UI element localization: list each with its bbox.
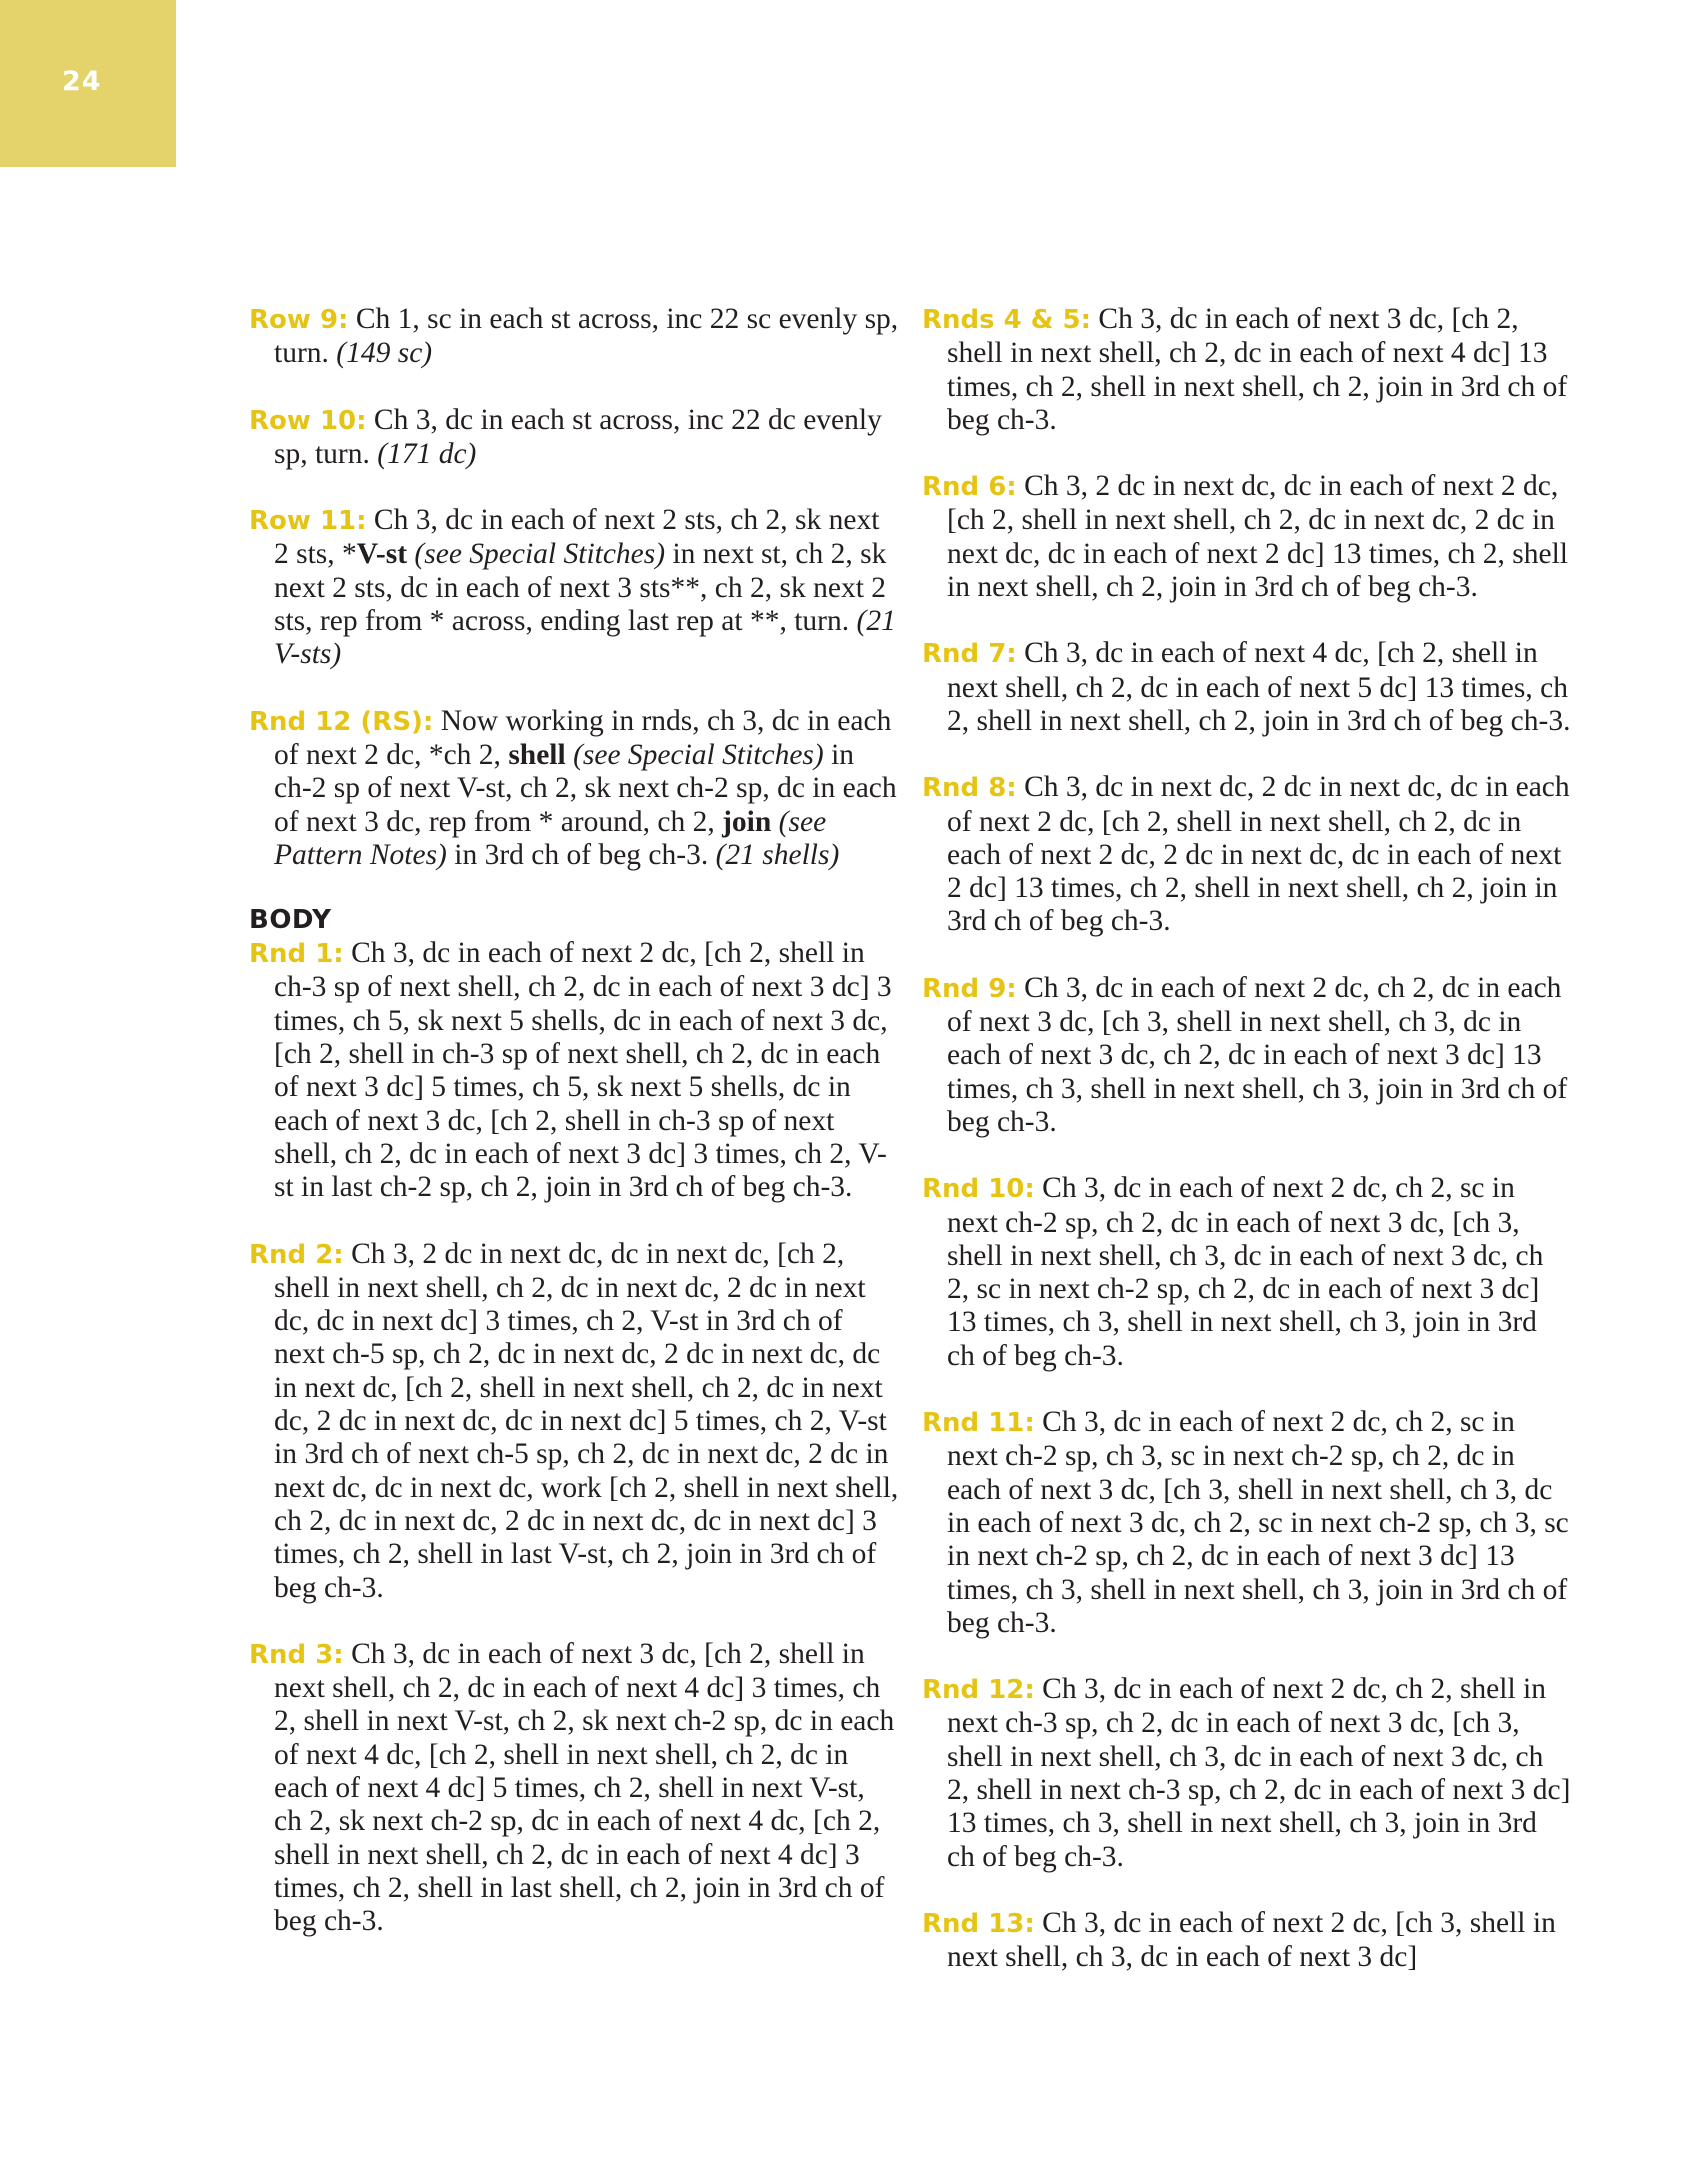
stitch-count: (21 shells) — [715, 838, 840, 871]
row-label: Rnd 9: — [922, 973, 1017, 1004]
cross-reference: (see Special Stitches) — [414, 538, 666, 571]
instruction-row-9 — [249, 303, 899, 371]
left-column — [249, 303, 899, 1971]
instruction-text: Ch 3, dc in each of next 2 dc, [ch 3, shell in next shell, ch 3, dc in each of next 3 dc] — [947, 1906, 1556, 1974]
instruction-rnd-9 — [922, 972, 1572, 1139]
instruction-text: Ch 3, dc in next dc, 2 dc in next dc, dc in each of next 2 dc, [ch 2, shell in next shell, ch 2, dc in each of next 2 dc, 2 dc in next dc, dc in each of next 2 dc] 13 times, ch 2, shell in next shell, ch 2, join in 3rd ch of beg ch-3. — [947, 771, 1570, 938]
row-label: Row 10: — [249, 405, 367, 436]
instruction-rnd-12 — [922, 1673, 1572, 1874]
row-label: Rnd 3: — [249, 1639, 344, 1670]
instruction-rnd-2 — [249, 1238, 899, 1605]
instruction-text: Ch 3, dc in each of next 2 dc, ch 2, dc in each of next 3 dc, [ch 3, shell in next shell, ch 3, dc in each of next 3 dc, ch 2, dc in each of next 3 dc] 13 times, ch 3, shell in next shell, ch 3, join in 3rd ch of beg ch-3. — [947, 971, 1568, 1138]
instruction-rnd-12-rs — [249, 705, 899, 872]
instruction-text: in ch-2 sp of next V-st, ch 2, sk next ch-2 sp, dc in each of next 3 dc, rep from * around, ch 2, — [274, 738, 897, 838]
instruction-text: Ch 3, dc in each of next 2 dc, ch 2, sc in next ch-2 sp, ch 2, dc in each of next 3 dc, [ch 3, shell in next shell, ch 3, dc in each of next 3 dc, ch 2, sc in next ch-2 sp, ch 2, dc in each of next 3 dc] 13 times, ch 3, shell in next shell, ch 3, join in 3rd ch of beg ch-3. — [947, 1172, 1544, 1372]
stitch-term: shell — [508, 738, 566, 771]
row-label: Rnd 1: — [249, 939, 344, 970]
instruction-text: Ch 1, sc in each st across, inc 22 sc evenly sp, turn. — [274, 303, 899, 370]
right-column — [922, 303, 1572, 2007]
stitch-term: V-st — [356, 538, 408, 571]
row-label: Rnd 7: — [922, 639, 1017, 670]
instruction-text — [566, 739, 573, 771]
row-label: Rnds 4 & 5: — [922, 305, 1092, 335]
page-number-tab — [0, 0, 176, 167]
row-label: Rnd 11: — [922, 1408, 1035, 1439]
cross-reference: (see Pattern Notes) — [274, 805, 827, 871]
row-label: Rnd 6: — [922, 472, 1017, 503]
instruction-rnd-1 — [249, 937, 899, 1204]
instruction-text: Ch 3, dc in each of next 2 sts, ch 2, sk next 2 sts, * — [274, 504, 880, 571]
row-label: Row 9: — [249, 305, 349, 335]
instruction-row-11 — [249, 504, 899, 671]
instruction-rnds-4-5 — [922, 303, 1572, 437]
instruction-rnd-13 — [922, 1907, 1572, 1975]
instruction-text: Ch 3, dc in each st across, inc 22 dc evenly sp, turn. — [274, 403, 882, 470]
instruction-text: Ch 3, dc in each of next 2 dc, ch 2, sc in next ch-2 sp, ch 3, sc in next ch-2 sp, ch 2, dc in each of next 3 dc, [ch 3, shell in next shell, ch 3, dc in each of next 3 dc, ch 2, sc in next ch-2 sp, ch 3, sc in next ch-2 sp, ch 2, dc in each of next 3 dc] 13 times, ch 3, shell in next shell, ch 3, join in 3rd ch of beg ch-3. — [947, 1406, 1569, 1639]
row-label: Rnd 8: — [922, 773, 1017, 804]
instruction-text — [771, 806, 778, 838]
cross-reference: (see Special Stitches) — [573, 738, 824, 771]
row-label: Rnd 12: — [922, 1675, 1035, 1706]
instruction-text: Ch 3, 2 dc in next dc, dc in next dc, [ch 2, shell in next shell, ch 2, dc in next dc, 2 dc in next dc, dc in next dc] 3 times, ch 2, V-st in 3rd ch of next ch-5 sp, ch 2, dc in next dc, 2 dc in next dc, dc in next dc, [ch 2, shell in next shell, ch 2, dc in next dc, 2 dc in next dc, dc in next dc] 5 times, ch 2, V-st in 3rd ch of next ch-5 sp, ch 2, dc in next dc, 2 dc in next dc, dc in next dc, work [ch 2, shell in next shell, ch 2, dc in next dc, 2 dc in next dc, dc in next dc] 3 times, ch 2, shell in last V-st, ch 2, join in 3rd ch of beg ch-3. — [274, 1237, 899, 1604]
instruction-rnd-8 — [922, 771, 1572, 938]
stitch-term: join — [722, 805, 772, 838]
instruction-text: Ch 3, dc in each of next 2 dc, [ch 2, shell in ch-3 sp of next shell, ch 2, dc in each of next 3 dc] 3 times, ch 5, sk next 5 shells, dc in each of next 3 dc, [ch 2, shell in ch-3 sp of next shell, ch 2, dc in each of next 3 dc] 5 times, ch 5, sk next 5 shells, dc in each of next 3 dc, [ch 2, shell in ch-3 sp of next shell, ch 2, dc in each of next 3 dc] 3 times, ch 2, V-st in last ch-2 sp, ch 2, join in 3rd ch of beg ch-3. — [274, 937, 892, 1204]
row-label: Row 11: — [249, 506, 367, 537]
instruction-text: in next st, ch 2, sk next 2 sts, dc in each of next 3 sts**, ch 2, sk next 2 sts, rep from * across, ending last rep at **, turn. — [274, 538, 887, 638]
row-label: Rnd 13: — [922, 1908, 1035, 1939]
instruction-text: Ch 3, dc in each of next 4 dc, [ch 2, shell in next shell, ch 2, dc in each of next 5 dc] 13 times, ch 2, shell in next shell, ch 2, join in 3rd ch of beg ch-3. — [947, 637, 1571, 737]
row-label: Rnd 12 (RS): — [249, 706, 434, 737]
instruction-text: Now working in rnds, ch 3, dc in each of next 2 dc, *ch 2, — [274, 704, 892, 771]
stitch-count: (21 V-sts) — [274, 605, 896, 671]
section-heading-body: BODY — [249, 905, 332, 936]
instruction-text: Ch 3, 2 dc in next dc, dc in each of next 2 dc, [ch 2, shell in next shell, ch 2, dc in next dc, 2 dc in next dc, dc in each of next 2 dc] 13 times, ch 2, shell in next shell, ch 2, join in 3rd ch of beg ch-3. — [947, 470, 1568, 604]
row-label: Rnd 2: — [249, 1239, 344, 1270]
instruction-text: Ch 3, dc in each of next 3 dc, [ch 2, shell in next shell, ch 2, dc in each of next 4 dc] 13 times, ch 2, shell in next shell, ch 2, join in 3rd ch of beg ch-3. — [947, 303, 1568, 436]
instruction-rnd-3 — [249, 1638, 899, 1939]
instruction-text: Ch 3, dc in each of next 2 dc, ch 2, shell in next ch-3 sp, ch 2, dc in each of next 3 dc, [ch 3, shell in next shell, ch 3, dc in each of next 3 dc, ch 2, shell in next ch-3 sp, ch 2, dc in each of next 3 dc] 13 times, ch 3, shell in next shell, ch 3, join in 3rd ch of beg ch-3. — [947, 1673, 1571, 1873]
row-label: Rnd 10: — [922, 1174, 1035, 1205]
instruction-rnd-11 — [922, 1406, 1572, 1640]
stitch-count: (149 sc) — [336, 337, 433, 370]
page-number: 24 — [62, 66, 102, 97]
instruction-rnd-7 — [922, 637, 1572, 738]
instruction-rnd-10 — [922, 1172, 1572, 1373]
stitch-count: (171 dc) — [377, 437, 477, 470]
instruction-rnd-6 — [922, 470, 1572, 604]
instruction-row-10 — [249, 404, 899, 472]
instruction-text: in 3rd ch of beg ch-3. — [446, 838, 716, 871]
instruction-text: Ch 3, dc in each of next 3 dc, [ch 2, shell in next shell, ch 2, dc in each of next 4 dc] 3 times, ch 2, shell in next V-st, ch 2, sk next ch-2 sp, dc in each of next 4 dc, [ch 2, shell in next shell, ch 2, dc in each of next 4 dc] 5 times, ch 2, shell in next V-st, ch 2, sk next ch-2 sp, dc in each of next 4 dc, [ch 2, shell in next shell, ch 2, dc in each of next 4 dc] 3 times, ch 2, shell in last shell, ch 2, join in 3rd ch of beg ch-3. — [274, 1637, 895, 1938]
